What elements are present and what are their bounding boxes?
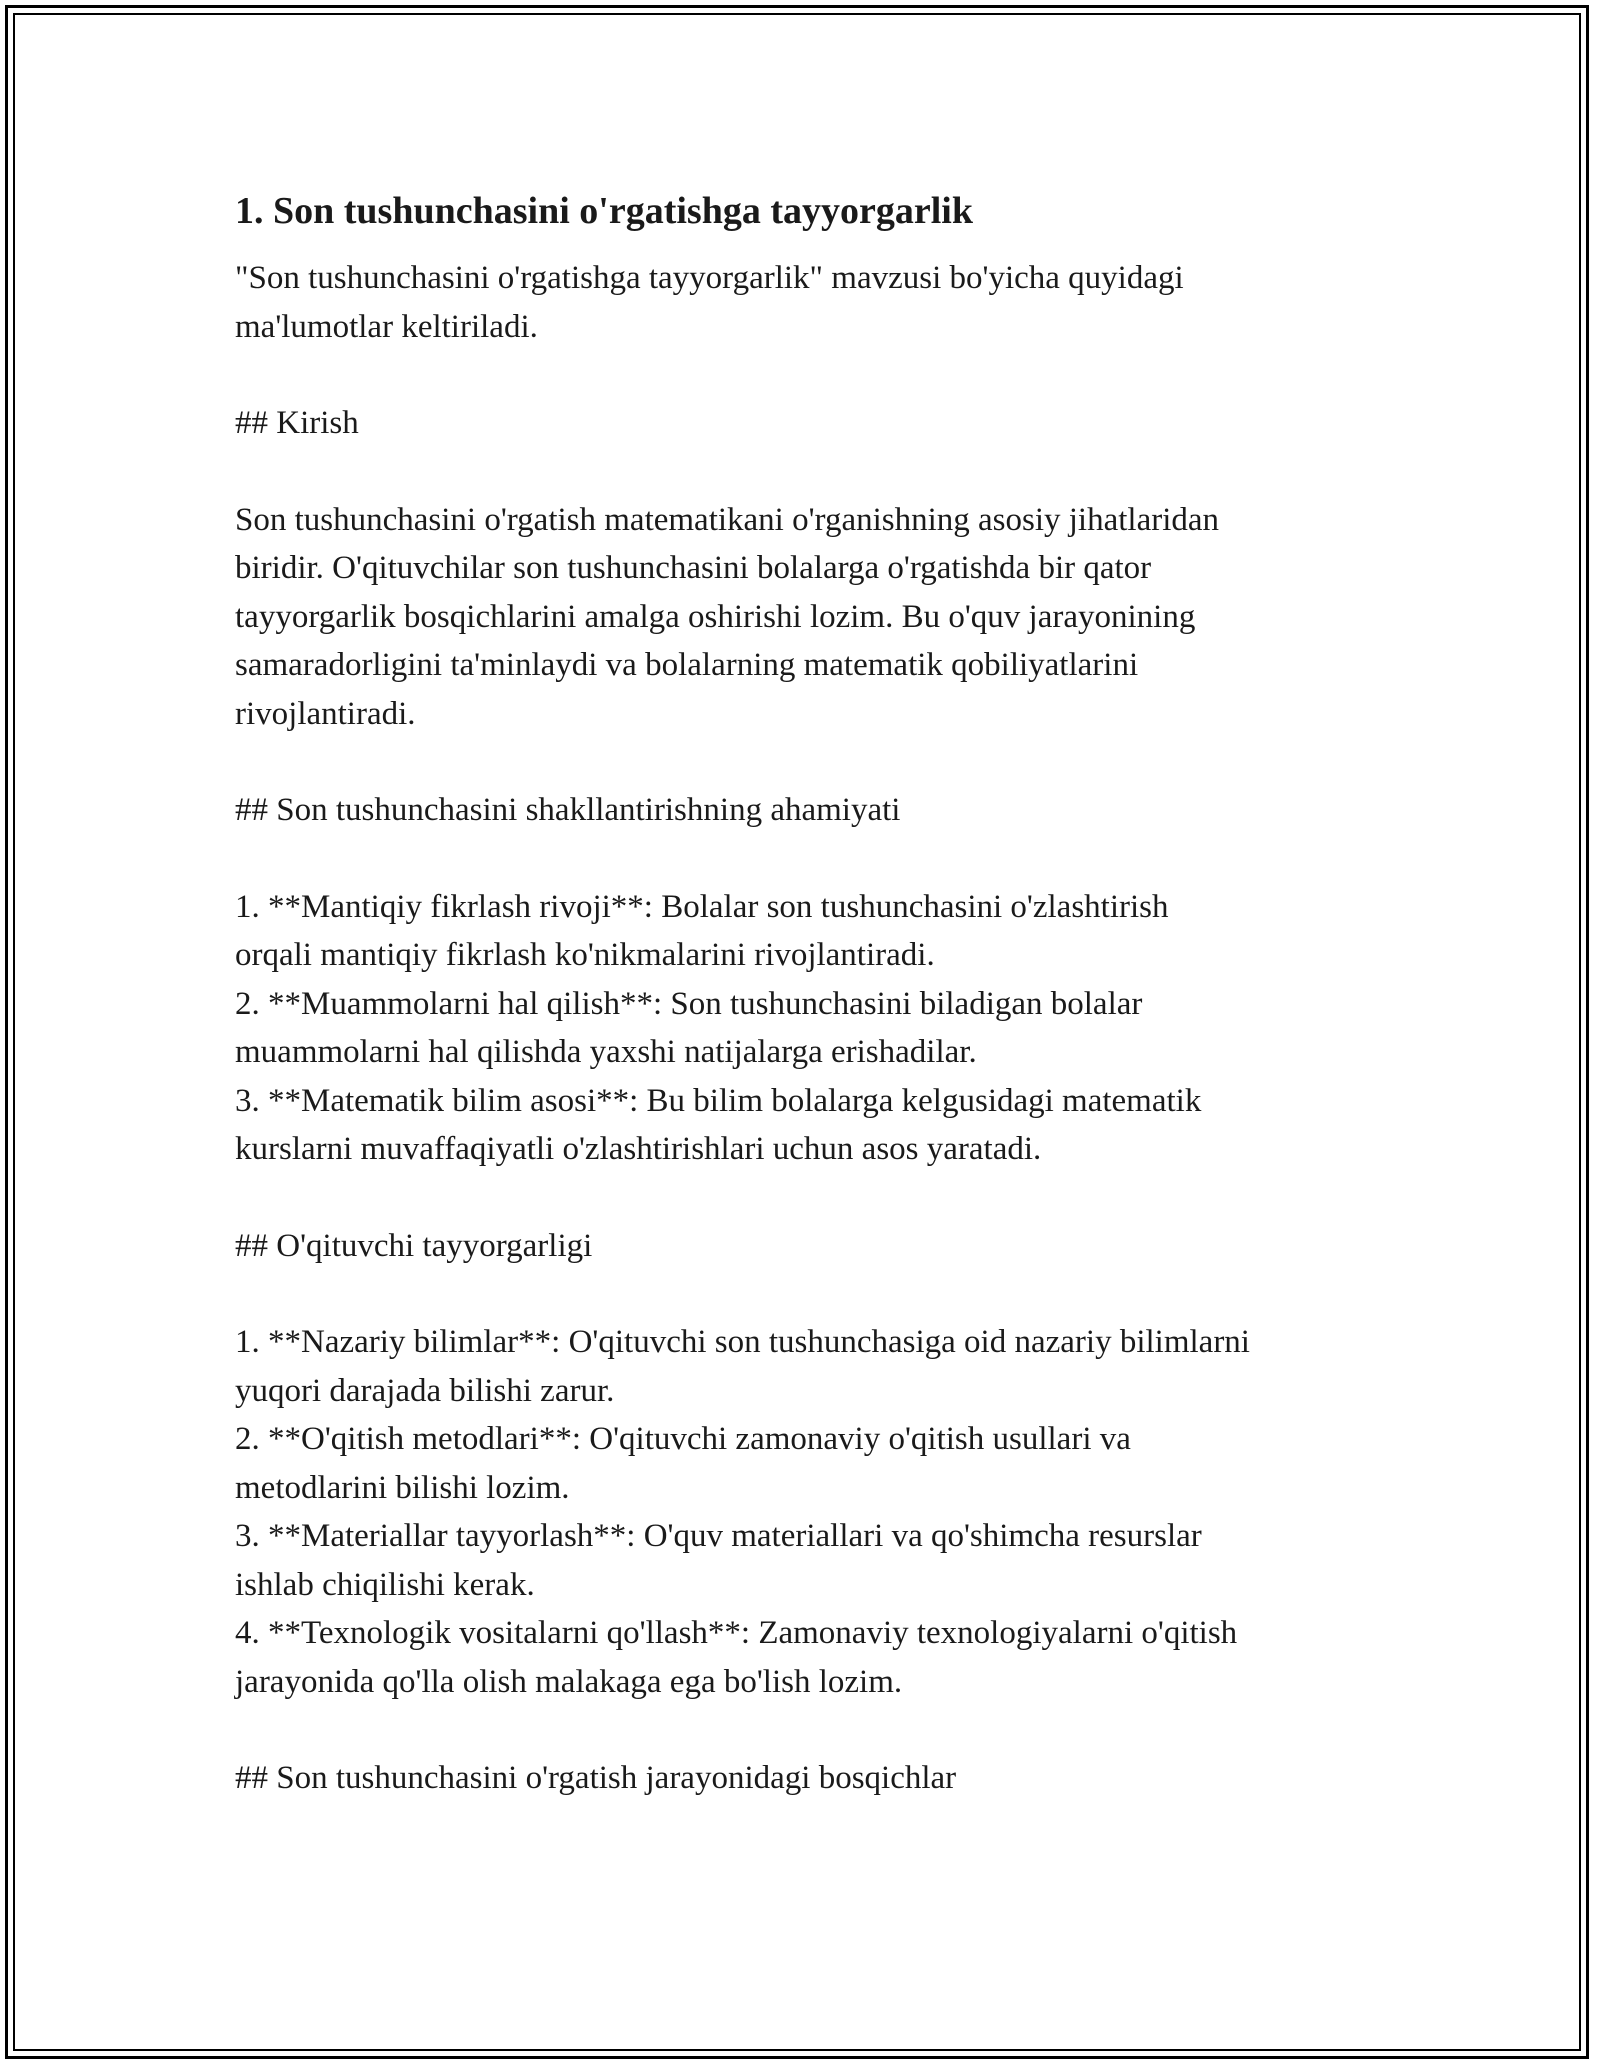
section-heading-oqituvchi-tayyorgarligi: ## O'qituvchi tayyorgarligi bbox=[235, 1227, 593, 1264]
section-body-ahamiyati: 1. **Mantiqiy fikrlash rivoji**: Bolalar son tushunchasini o'zlashtirish orqali mantiqiy fikrlash ko'nikmalarini rivojlantiradi. 2. **Muammolarni hal qilish**: Son tushunchasini biladigan bolalar muammolarni hal qilishda yaxshi natijalarga erishadilar. 3. **Matematik bilim asosi**: Bu bilim bolalarga kelgusidagi matematik kurslarni muvaffaqiyatli o'zlashtirishlari uchun asos yaratadi. bbox=[235, 888, 1202, 1167]
section-heading-bosqichlar: ## Son tushunchasini o'rgatish jarayonidagi bosqichlar bbox=[235, 1760, 957, 1796]
section-body-kirish: Son tushunchasini o'rgatish matematikani o'rganishning asosiy jihatlaridan biridir. O'qituvchilar son tushunchasini bolalarga o'rgatishda bir qator tayyorgarlik bosqichlarini amalga oshirishi lozim. Bu o'quv jarayonining samaradorligini ta'minlaydi va bolalarning matematik qobiliyatlarini rivojlantiradi. bbox=[235, 501, 1220, 732]
document-body bbox=[235, 185, 1395, 1803]
section-body-oqituvchi-tayyorgarligi: 1. **Nazariy bilimlar**: O'qituvchi son tushunchasiga oid nazariy bilimlarni yuqori darajada bilishi zarur. 2. **O'qitish metodlari**: O'qituvchi zamonaviy o'qitish usullari va metodlarini bilishi lozim. 3. **Materiallar tayyorlash**: O'quv materiallari va qo'shimcha resurslar ishlab chiqilishi kerak. 4. **Texnologik vositalarni qo'llash**: Zamonaviy texnologiyalarni o'qitish jarayonida qo'lla olish malakaga ega bo'lish lozim. bbox=[235, 1324, 1250, 1700]
section-heading-ahamiyati: ## Son tushunchasini shakllantirishning ahamiyati bbox=[235, 792, 901, 828]
document-title: 1. Son tushunchasini o'rgatishga tayyorgarlik bbox=[235, 190, 973, 232]
intro-paragraph: "Son tushunchasini o'rgatishga tayyorgarlik" mavzusi bo'yicha quyidagi ma'lumotlar keltiriladi. bbox=[235, 260, 1184, 345]
section-heading-kirish: ## Kirish bbox=[235, 405, 359, 441]
